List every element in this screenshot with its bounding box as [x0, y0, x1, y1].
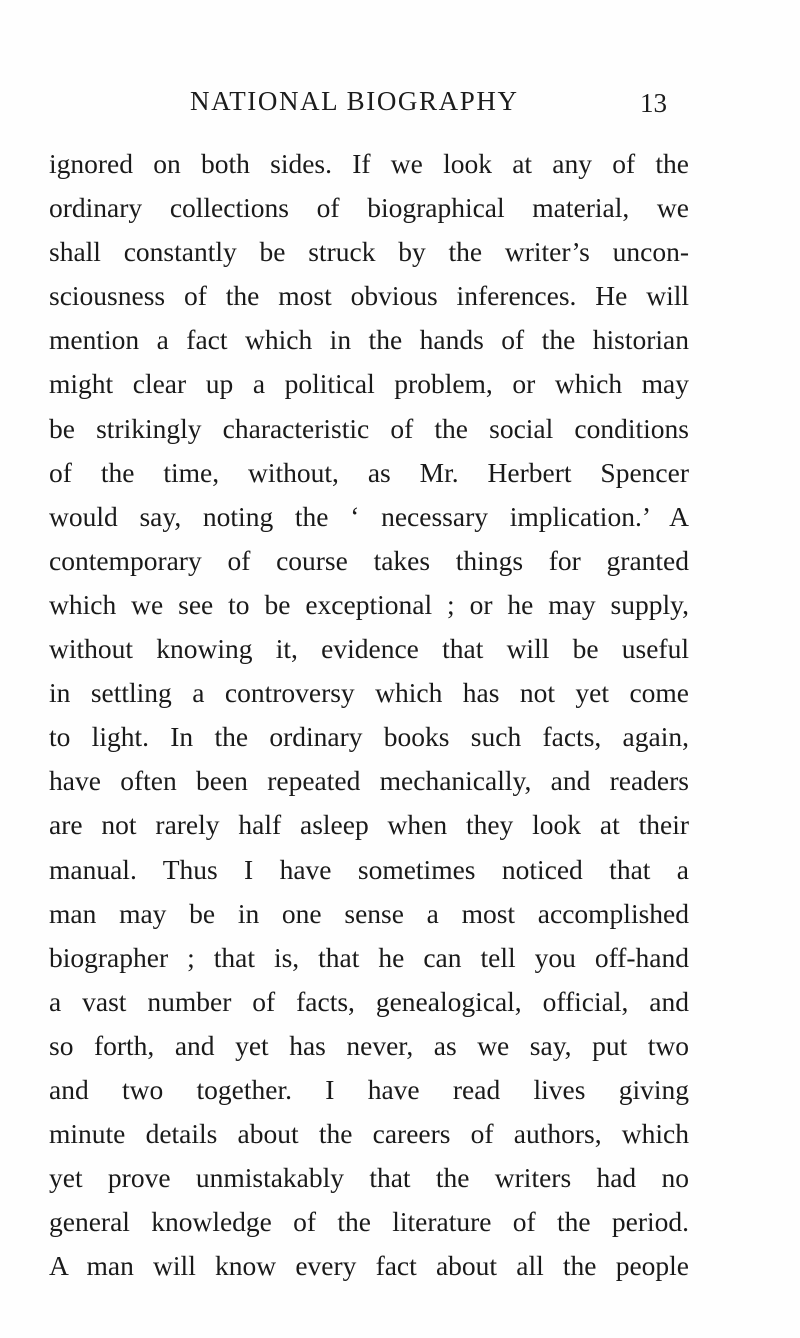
text-line: might clear up a political problem, or which may	[49, 368, 689, 400]
body-text	[49, 142, 689, 1288]
page-number: 13	[640, 88, 667, 118]
text-line: man may be in one sense a most accomplished	[49, 897, 689, 929]
text-line: in settling a controversy which has not yet come	[49, 677, 689, 709]
text-line: mention a fact which in the hands of the historian	[49, 324, 689, 356]
text-line: biographer ; that is, that he can tell you off-hand	[49, 941, 689, 973]
text-line: minute details about the careers of authors, which	[49, 1118, 689, 1150]
text-line: so forth, and yet has never, as we say, put two	[49, 1029, 689, 1061]
text-line: sciousness of the most obvious inferences. He will	[49, 280, 689, 312]
text-line: ignored on both sides. If we look at any of the	[49, 148, 689, 179]
text-line: manual. Thus I have sometimes noticed that a	[49, 853, 689, 885]
text-line: A man will know every fact about all the people	[49, 1250, 689, 1282]
text-line: would say, noting the ‘ necessary implication.’ A	[49, 500, 689, 532]
text-line: to light. In the ordinary books such facts, again,	[49, 721, 689, 753]
text-line: a vast number of facts, genealogical, official, and	[49, 985, 689, 1017]
running-head	[0, 86, 800, 126]
text-line: yet prove unmistakably that the writers had no	[49, 1162, 689, 1194]
text-line: of the time, without, as Mr. Herbert Spencer	[49, 456, 689, 488]
text-line: ordinary collections of biographical material, we	[49, 192, 689, 224]
text-line: without knowing it, evidence that will be useful	[49, 633, 689, 665]
text-line: are not rarely half asleep when they look at their	[49, 809, 689, 841]
text-line: and two together. I have read lives giving	[49, 1073, 689, 1105]
text-line: shall constantly be struck by the writer’s uncon-	[49, 236, 689, 268]
text-line: which we see to be exceptional ; or he may supply,	[49, 588, 689, 620]
text-line: have often been repeated mechanically, and readers	[49, 765, 689, 797]
running-title: NATIONAL BIOGRAPHY	[190, 86, 519, 116]
text-line: contemporary of course takes things for granted	[49, 544, 689, 576]
text-line: general knowledge of the literature of the period.	[49, 1206, 689, 1238]
text-line: be strikingly characteristic of the social conditions	[49, 412, 689, 444]
